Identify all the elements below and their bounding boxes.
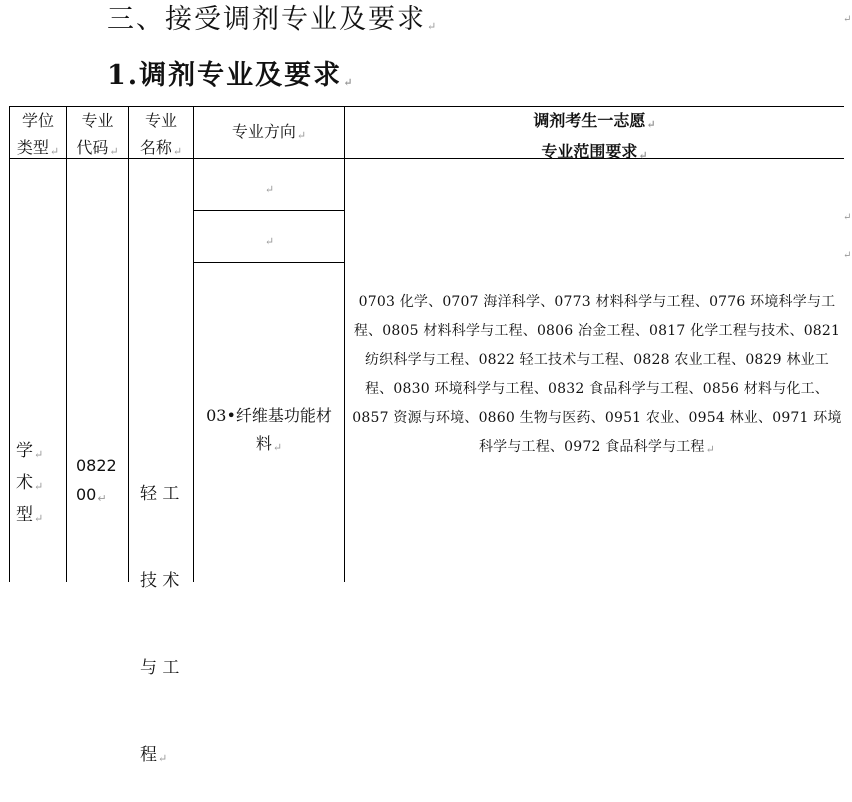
header-direction: 专业方向↵	[231, 122, 307, 142]
sub-heading: 1.调剂专业及要求↵	[107, 60, 355, 91]
cell-requirement-majors: 0703 化学、0707 海洋科学、0773 材料科学与工程、0776 环境科学与工程、0805 材料科学与工程、0806 冶金工程、0817 化学工程与技术、0821 纺织科学与工程、0822 轻工技术与工程、0828 农业工程、0829 林业工程、0830 环境科学与工程、0832 食品科学与工程、0856 材料与化工、0857 资源与环境、0860 生物与医药、0951 农业、0954 林业、0971 环境科学与工程、0972 食品科学与工程↵	[352, 294, 842, 456]
header-major-code: 专业 代码↵	[76, 111, 119, 158]
header-requirement: 调剂考生一志愿↵ 专业范围要求↵	[533, 111, 656, 162]
header-degree-type: 学位 类型↵	[16, 111, 60, 158]
paragraph-mark-icon: ↵	[843, 14, 852, 25]
cell-direction-2: ↵	[264, 235, 275, 248]
paragraph-mark-icon: ↵	[843, 212, 852, 223]
cell-major-name: 轻 工 技 术 与 工 程↵	[140, 484, 180, 765]
cell-major-code: 0822 00↵	[76, 456, 117, 505]
header-major-name: 专业 名称↵	[139, 111, 183, 158]
section-heading: 三、接受调剂专业及要求↵	[107, 4, 439, 35]
paragraph-mark-icon: ↵	[843, 250, 852, 261]
cell-direction-3: 03•纤维基功能材料↵	[206, 406, 332, 454]
cell-direction-1: ↵	[264, 183, 275, 196]
cell-degree-type: 学↵ 术↵ 型↵	[16, 441, 44, 525]
